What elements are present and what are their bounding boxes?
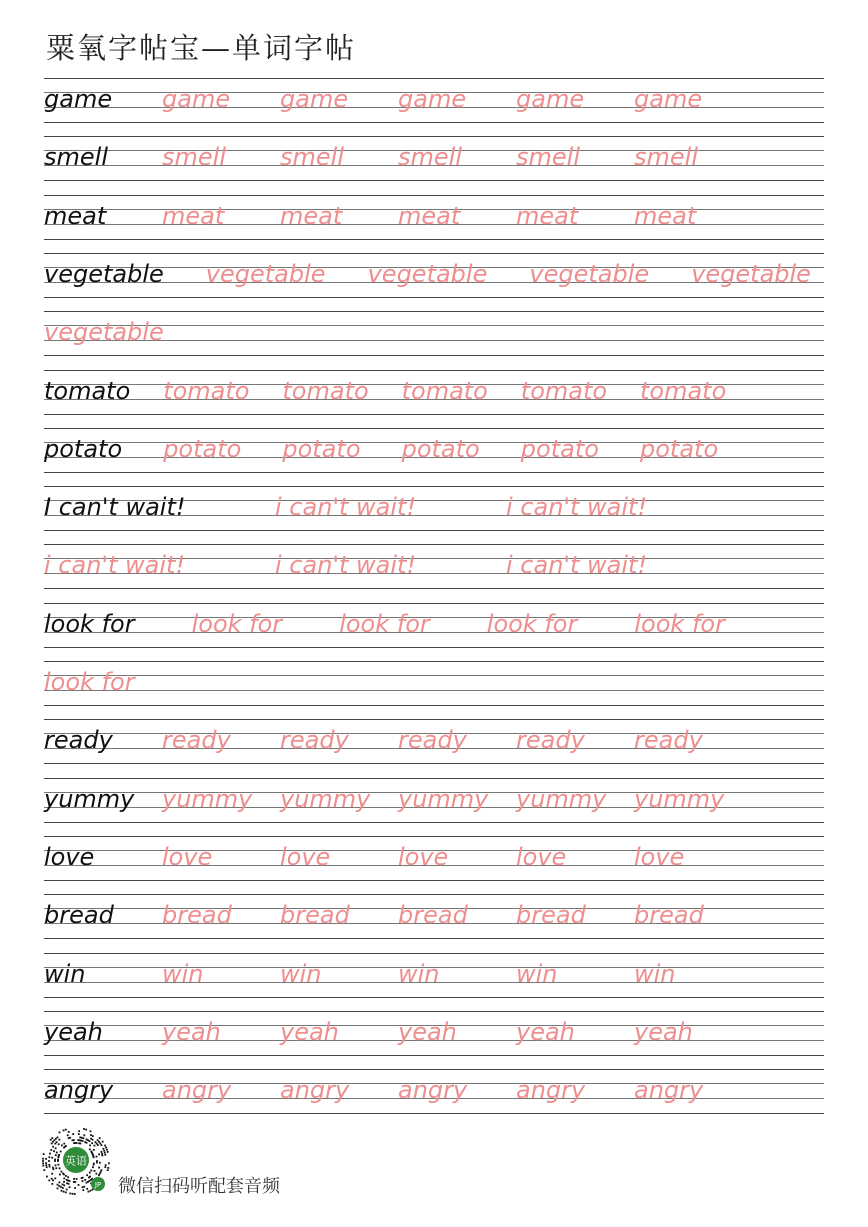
footer-instruction: 微信扫码听配套音频 — [118, 1176, 280, 1197]
practice-row — [44, 1069, 824, 1128]
trace-word: i can't wait! — [275, 551, 417, 580]
practice-row — [44, 661, 824, 720]
trace-word: bread — [162, 901, 232, 930]
practice-row — [44, 894, 824, 953]
trace-word: potato — [520, 434, 599, 463]
practice-row — [44, 603, 824, 662]
trace-word: meat — [398, 201, 461, 230]
guide-line — [44, 544, 824, 545]
trace-word: vegetable — [529, 259, 650, 288]
guide-line — [44, 836, 824, 837]
guide-line — [44, 705, 824, 706]
guide-line — [44, 414, 824, 415]
model-word: yeah — [44, 1017, 103, 1046]
page-title: 粟氧字帖宝—单词字帖 — [46, 31, 357, 65]
practice-row — [44, 1011, 824, 1070]
trace-word: i can't wait! — [44, 551, 186, 580]
trace-word: tomato — [282, 376, 369, 405]
guide-line — [44, 675, 824, 676]
guide-line — [44, 1069, 824, 1070]
guide-line — [44, 297, 824, 298]
guide-line — [44, 486, 824, 487]
guide-line — [44, 122, 824, 123]
trace-word: meat — [280, 201, 343, 230]
guide-line — [44, 180, 824, 181]
guide-line — [44, 938, 824, 939]
trace-word: win — [280, 959, 322, 988]
trace-word: game — [398, 85, 467, 113]
trace-word: bread — [398, 901, 468, 930]
model-word: ready — [44, 726, 113, 755]
practice-row — [44, 778, 824, 837]
guide-line — [44, 530, 824, 531]
trace-word: vegetable — [367, 259, 488, 288]
guide-line — [44, 428, 824, 429]
trace-word: ready — [634, 726, 703, 755]
trace-word: ready — [280, 726, 349, 755]
practice-row — [44, 370, 824, 429]
trace-word: love — [162, 842, 213, 871]
model-word: potato — [44, 434, 123, 463]
trace-word: smell — [398, 143, 462, 172]
trace-word: angry — [398, 1076, 468, 1105]
trace-word: win — [634, 959, 676, 988]
guide-line — [44, 370, 824, 371]
model-word: look for — [44, 609, 135, 638]
trace-word: yeah — [516, 1017, 575, 1046]
guide-line — [44, 1113, 824, 1114]
trace-word: tomato — [640, 376, 727, 405]
trace-word: smell — [280, 143, 344, 172]
guide-line — [44, 253, 824, 254]
trace-word: vegetable — [205, 259, 326, 288]
trace-word: look for — [44, 668, 135, 696]
model-word: angry — [44, 1076, 114, 1105]
practice-row — [44, 544, 824, 603]
guide-line — [44, 588, 824, 589]
trace-word: i can't wait! — [506, 551, 648, 580]
guide-line — [44, 311, 824, 312]
trace-word: bread — [634, 901, 704, 930]
trace-word: potato — [282, 434, 361, 463]
practice-row — [44, 953, 824, 1012]
guide-line — [44, 239, 824, 240]
trace-word: game — [516, 85, 585, 113]
guide-line — [44, 1011, 824, 1012]
model-word: yummy — [44, 784, 135, 813]
trace-word: smell — [516, 143, 580, 172]
guide-line — [44, 647, 824, 648]
trace-word: angry — [162, 1076, 232, 1105]
practice-row — [44, 195, 824, 254]
trace-word: i can't wait! — [506, 493, 648, 522]
trace-word: angry — [634, 1076, 704, 1105]
trace-word: yummy — [280, 784, 371, 813]
trace-word: tomato — [163, 376, 250, 405]
guide-line — [44, 997, 824, 998]
trace-word: potato — [640, 434, 719, 463]
trace-word: ready — [516, 726, 585, 755]
model-word: I can't wait! — [44, 493, 186, 522]
trace-word: vegetable — [44, 318, 164, 347]
model-word: vegetable — [44, 259, 164, 288]
trace-word: love — [280, 842, 331, 871]
trace-word: yummy — [162, 784, 253, 813]
trace-word: angry — [516, 1076, 586, 1105]
guide-line — [44, 472, 824, 473]
trace-word: yeah — [398, 1017, 457, 1046]
practice-row — [44, 428, 824, 487]
guide-line — [44, 1055, 824, 1056]
guide-line — [44, 822, 824, 823]
trace-word: yeah — [634, 1017, 693, 1046]
trace-word: vegetable — [691, 259, 811, 288]
trace-word: yummy — [516, 784, 607, 813]
practice-row — [44, 719, 824, 778]
guide-line — [44, 778, 824, 779]
guide-line — [44, 195, 824, 196]
trace-word: game — [162, 85, 231, 113]
trace-word: i can't wait! — [275, 493, 417, 522]
trace-word: love — [398, 842, 449, 871]
practice-row — [44, 78, 824, 137]
trace-word: ready — [162, 726, 231, 755]
trace-word: bread — [516, 901, 586, 930]
model-word: tomato — [44, 376, 131, 405]
guide-line — [44, 894, 824, 895]
qr-code-icon[interactable] — [40, 1127, 112, 1199]
model-word: win — [44, 959, 86, 988]
guide-line — [44, 136, 824, 137]
trace-word: bread — [280, 901, 350, 930]
guide-line — [44, 953, 824, 954]
model-word: game — [44, 85, 113, 113]
trace-word: smell — [634, 143, 698, 172]
trace-word: ready — [398, 726, 467, 755]
trace-word: meat — [516, 201, 579, 230]
trace-word: look for — [486, 609, 578, 638]
practice-row — [44, 836, 824, 895]
practice-row — [44, 311, 824, 370]
trace-word: angry — [280, 1076, 350, 1105]
practice-row — [44, 136, 824, 195]
model-word: love — [44, 842, 95, 871]
trace-word: game — [634, 85, 703, 113]
trace-word: potato — [401, 434, 480, 463]
practice-row — [44, 253, 824, 312]
trace-word: game — [280, 85, 349, 113]
guide-line — [44, 603, 824, 604]
trace-word: potato — [163, 434, 242, 463]
trace-word: look for — [634, 609, 725, 638]
trace-word: tomato — [520, 376, 608, 405]
trace-word: smell — [162, 143, 226, 172]
guide-line — [44, 661, 824, 662]
model-word: smell — [44, 143, 108, 172]
guide-line — [44, 355, 824, 356]
guide-line — [44, 719, 824, 720]
qr-corner-label: JP — [94, 1181, 102, 1189]
trace-word: win — [516, 959, 558, 988]
trace-word: love — [516, 842, 567, 871]
trace-word: meat — [634, 201, 697, 230]
trace-word: yummy — [634, 784, 725, 813]
guide-line — [44, 763, 824, 764]
guide-line — [44, 78, 824, 79]
practice-row — [44, 486, 824, 545]
trace-word: look for — [339, 609, 430, 638]
trace-word: yummy — [398, 784, 489, 813]
trace-word: meat — [162, 201, 225, 230]
trace-word: yeah — [280, 1017, 339, 1046]
trace-word: win — [162, 959, 204, 988]
guide-line — [44, 690, 824, 691]
qr-badge-label: 英语 — [65, 1154, 87, 1168]
guide-line — [44, 880, 824, 881]
trace-word: tomato — [401, 376, 488, 405]
model-word: bread — [44, 901, 114, 930]
trace-word: love — [634, 842, 685, 871]
model-word: meat — [44, 201, 107, 230]
trace-word: look for — [191, 609, 283, 638]
trace-word: win — [398, 959, 440, 988]
trace-word: yeah — [162, 1017, 221, 1046]
